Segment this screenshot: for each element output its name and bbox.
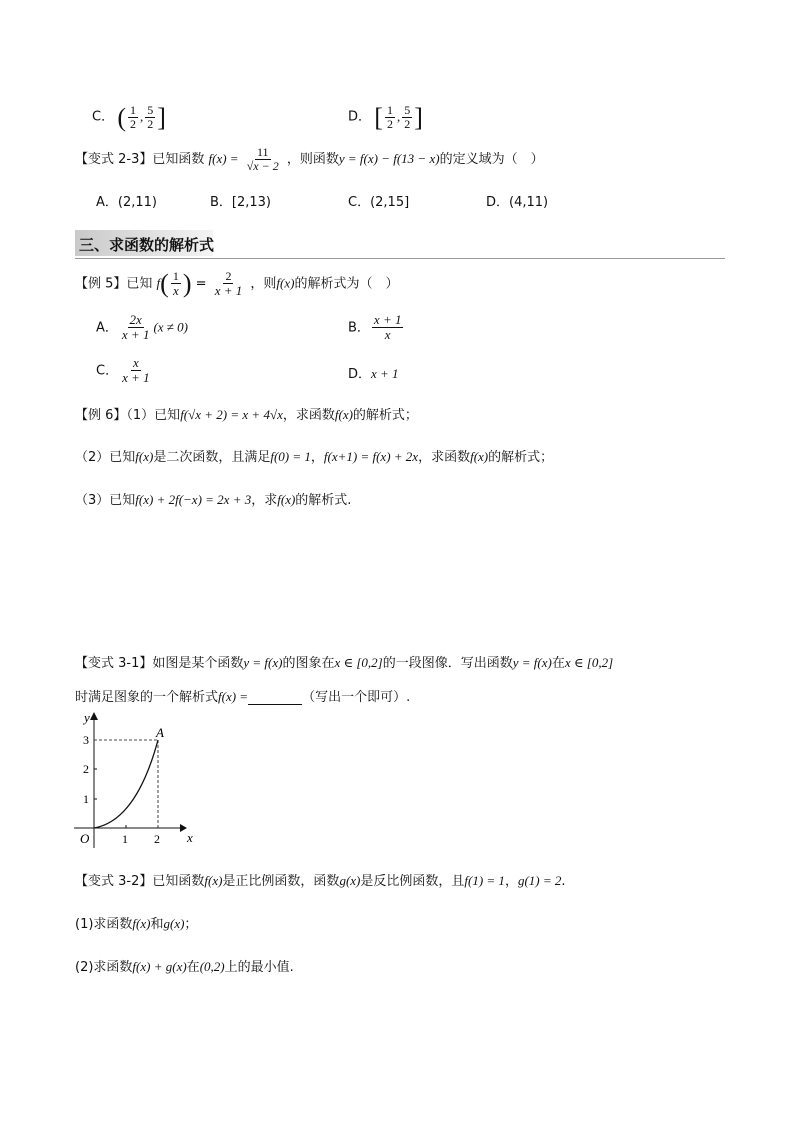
- example-6-part-1: 【例 6】（1）已知f(√x + 2) = x + 4√x，求函数f(x)的解析式；: [75, 407, 418, 423]
- variant-3-1-line-1: 【变式 3-1】如图是某个函数y = f(x)的图象在x ∈ [0,2]的一段图像．写出函数y = f(x)在x ∈ [0,2]: [75, 655, 614, 671]
- x-tick-label-1: 1: [122, 832, 128, 846]
- y-axis-arrow-icon: [90, 712, 98, 720]
- function-curve: [94, 740, 158, 828]
- example-5-option-b[interactable]: B． $\frac{x + 1}{x}$: [348, 312, 402, 343]
- example-6-part-2: （2）已知f(x)是二次函数，且满足f(0) = 1，f(x+1) = f(x) + 2x，求函数f(x)的解析式；: [75, 449, 554, 465]
- example-5-question: 【例 5】已知 f( $\frac{1}{x}$ ) = $\frac{2}{x + 1}$ ，则f(x)的解析式为（ ）: [75, 269, 399, 299]
- example-5-option-a[interactable]: A． $\frac{2x}{x + 1}$ (x ≠ 0): [96, 312, 189, 343]
- point-a-label: A: [156, 725, 164, 740]
- y-axis-label: y: [84, 710, 90, 725]
- origin-label: O: [80, 831, 90, 846]
- variant-2-3-question: 【变式 2-3】已知函数 f(x) = $\frac{11}{√x - 2}$ ，则函数y = f(x) − f(13 − x)的定义域为（ ）: [75, 145, 544, 174]
- prev-option-c[interactable]: C． ( $\frac{1}{2}$ , $\frac{5}{2}$ ]: [92, 102, 166, 132]
- variant-2-3-option-d[interactable]: D．(4,11): [486, 195, 549, 210]
- y-tick-label-2: 2: [83, 762, 89, 776]
- variant-3-2-question: 【变式 3-2】已知函数f(x)是正比例函数，函数g(x)是反比例函数，且f(1) = 1，g(1) = 2.: [75, 873, 566, 889]
- x-tick-label-2: 2: [154, 832, 160, 846]
- function-graph: [70, 708, 195, 850]
- variant-2-3-option-b[interactable]: B．[2,13): [210, 195, 272, 210]
- example-5-option-d[interactable]: D．x + 1: [348, 366, 399, 382]
- x-axis-label: x: [187, 830, 193, 845]
- example-5-option-c[interactable]: C． $\frac{x}{x + 1}$: [96, 355, 150, 386]
- variant-3-2-part-2: (2)求函数f(x) + g(x)在(0,2)上的最小值.: [75, 959, 294, 975]
- prev-option-d[interactable]: D． [ $\frac{1}{2}$ , $\frac{5}{2}$ ]: [348, 102, 423, 132]
- y-tick-label-1: 1: [83, 792, 89, 806]
- variant-3-2-part-1: (1)求函数f(x)和g(x)；: [75, 916, 198, 932]
- example-6-part-3: （3）已知f(x) + 2f(−x) = 2x + 3，求f(x)的解析式.: [75, 492, 352, 508]
- x-axis-arrow-icon: [180, 824, 187, 832]
- y-tick-label-3: 3: [83, 733, 89, 747]
- variant-2-3-option-a[interactable]: A．(2,11): [96, 195, 157, 210]
- answer-blank[interactable]: [248, 704, 302, 705]
- variant-2-3-option-c[interactable]: C．(2,15]: [348, 195, 410, 210]
- variant-3-1-line-2: 时满足图象的一个解析式f(x) = （写出一个即可）.: [75, 689, 411, 705]
- section-heading: 三、求函数的解析式: [75, 230, 725, 260]
